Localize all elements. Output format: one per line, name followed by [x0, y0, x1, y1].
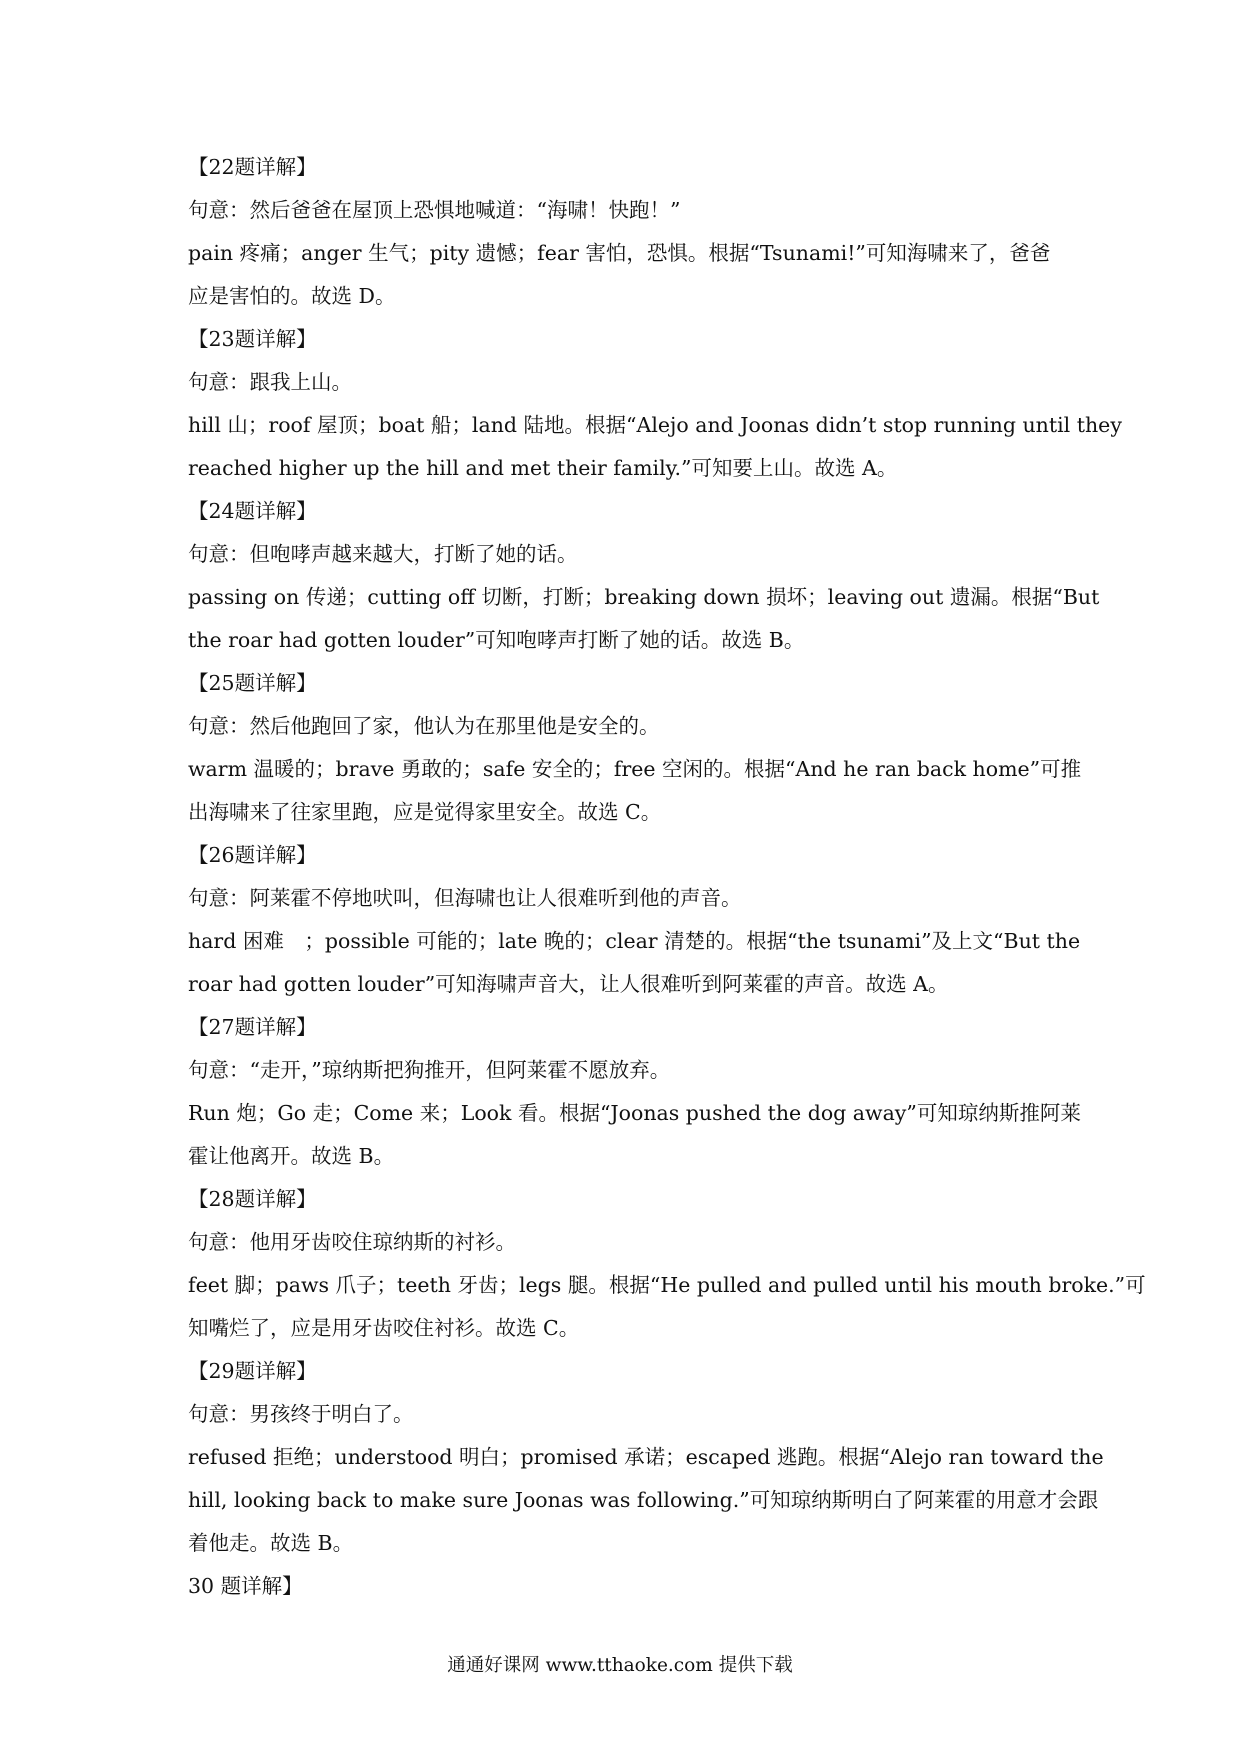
explanation-line: 应是害怕的。故选 D。	[188, 284, 396, 308]
explanation-line: the roar had gotten louder”可知咆哮声打断了她的话。故选 B。	[188, 628, 805, 652]
heading-q29: 【29题详解】	[188, 1359, 317, 1383]
explanation-line: roar had gotten louder”可知海啸声音大，让人很难听到阿莱霍的声音。故选 A。	[188, 972, 949, 996]
explanation-line: 霍让他离开。故选 B。	[188, 1144, 395, 1168]
explanation-line: 知嘴烂了，应是用牙齿咬住衬衫。故选 C。	[188, 1316, 580, 1340]
heading-q25: 【25题详解】	[188, 671, 317, 695]
explanation-line: 出海啸来了往家里跑，应是觉得家里安全。故选 C。	[188, 800, 662, 824]
explanation-line: pain 疼痛；anger 生气；pity 遗憾；fear 害怕，恐惧。根据“Tsunami!”可知海啸来了，爸爸	[188, 241, 1051, 265]
sentence-meaning-q22: 句意：然后爸爸在屋顶上恐惧地喊道：“海啸！快跑！”	[188, 198, 681, 222]
heading-q23: 【23题详解】	[188, 327, 317, 351]
explanation-line: feet 脚；paws 爪子；teeth 牙齿；legs 腿。根据“He pulled and pulled until his mouth broke.”可	[188, 1273, 1146, 1297]
sentence-meaning-q28: 句意：他用牙齿咬住琼纳斯的衬衫。	[188, 1230, 516, 1254]
heading-q27: 【27题详解】	[188, 1015, 317, 1039]
heading-q24: 【24题详解】	[188, 499, 317, 523]
page-footer: 通通好课网 www.tthaoke.com 提供下载	[447, 1655, 793, 1676]
explanation-line: Run 炮；Go 走；Come 来；Look 看。根据“Joonas pushed the dog away”可知琼纳斯推阿莱	[188, 1101, 1081, 1125]
explanation-content	[188, 146, 1146, 1608]
explanation-line: hard 困难 ；possible 可能的；late 晚的；clear 清楚的。根据“the tsunami”及上文“But the	[188, 929, 1081, 953]
explanation-line: hill 山；roof 屋顶；boat 船；land 陆地。根据“Alejo and Joonas didn’t stop running until they	[188, 413, 1122, 437]
explanation-line: warm 温暖的；brave 勇敢的；safe 安全的；free 空闲的。根据“And he ran back home”可推	[188, 757, 1082, 781]
sentence-meaning-q27: 句意：“走开，”琼纳斯把狗推开，但阿莱霍不愿放弃。	[188, 1058, 671, 1082]
explanation-line: passing on 传递；cutting off 切断，打断；breaking down 损坏；leaving out 遗漏。根据“But	[188, 585, 1100, 609]
explanation-line: reached higher up the hill and met their family.”可知要上山。故选 A。	[188, 456, 898, 480]
sentence-meaning-q24: 句意：但咆哮声越来越大，打断了她的话。	[188, 542, 578, 566]
sentence-meaning-q25: 句意：然后他跑回了家，他认为在那里他是安全的。	[188, 714, 660, 738]
heading-q26: 【26题详解】	[188, 843, 317, 867]
explanation-line: hill, looking back to make sure Joonas was following.”可知琼纳斯明白了阿莱霍的用意才会跟	[188, 1488, 1099, 1512]
sentence-meaning-q23: 句意：跟我上山。	[188, 370, 352, 394]
sentence-meaning-q29: 句意：男孩终于明白了。	[188, 1402, 414, 1426]
explanation-line: 着他走。故选 B。	[188, 1531, 354, 1555]
heading-q22: 【22题详解】	[188, 155, 317, 179]
heading-q28: 【28题详解】	[188, 1187, 317, 1211]
sentence-meaning-q26: 句意：阿莱霍不停地吠叫，但海啸也让人很难听到他的声音。	[188, 886, 742, 910]
explanation-line: refused 拒绝；understood 明白；promised 承诺；escaped 逃跑。根据“Alejo ran toward the	[188, 1445, 1104, 1469]
heading-q30: 30 题详解】	[188, 1574, 303, 1598]
